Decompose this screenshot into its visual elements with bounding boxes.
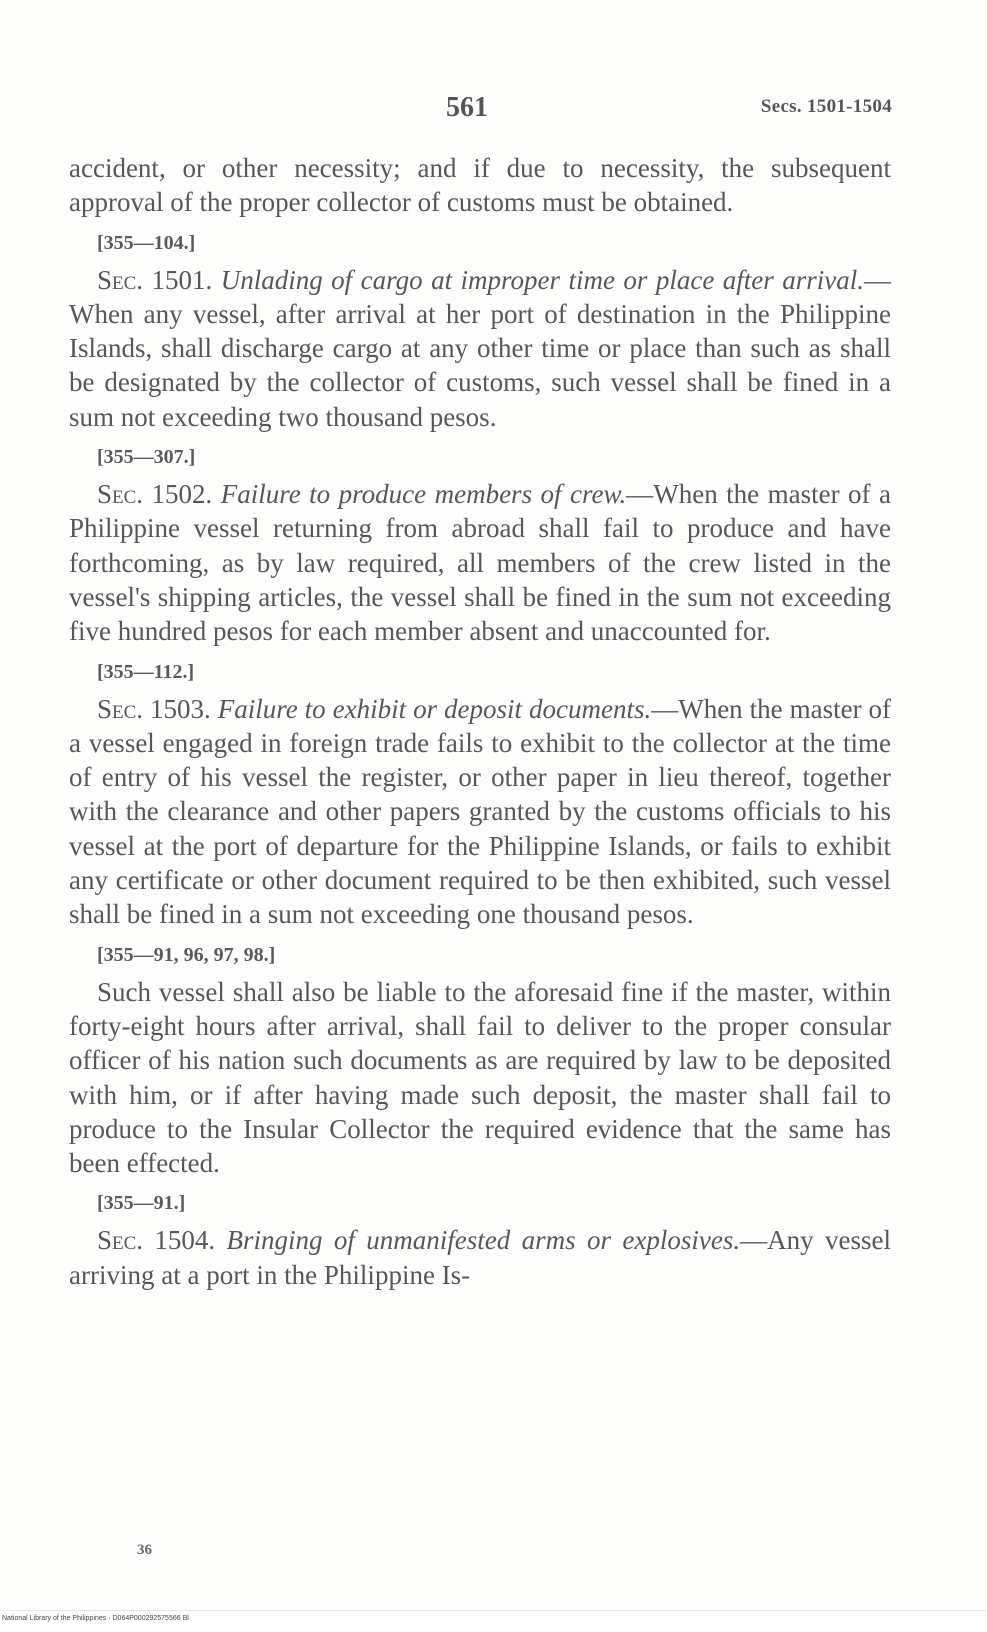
continued-paragraph: accident, or other necessity; and if due to necessity, the subsequent approval of the proper collector of customs must be obtained.: [69, 153, 891, 218]
page-header: [0, 92, 987, 132]
section-text: —Any vessel arriving at a port in the Philippine Is-: [69, 1225, 891, 1290]
statute-reference: [355—112.]: [97, 660, 195, 683]
section-1502: [69, 477, 891, 648]
section-number: Sec. 1503.: [97, 693, 211, 724]
paragraph: Such vessel shall also be liable to the aforesaid fine if the master, within forty-eight hours after arrival, shall fail to deliver to the proper consular officer of his nation such documents as are required by law to be deposited with him, or if after having made such deposit, the master shall fail to produce to the Insular Collector the required evidence that the same has been effected.: [69, 976, 891, 1179]
section-1504: [69, 1223, 891, 1292]
statute-reference: [355—91.]: [97, 1192, 186, 1215]
section-text: —When any vessel, after arrival at her port of destination in the Philippine Islands, shall discharge cargo at any other time or place than such as shall be designated by the collector of customs, such vessel shall be fined in a sum not exceeding two thousand pesos.: [69, 264, 892, 432]
statute-reference: [355—91, 96, 97, 98.]: [97, 943, 276, 966]
section-1503: [69, 692, 891, 932]
section-1501: [69, 263, 891, 434]
statute-reference: [355—104.]: [97, 231, 196, 254]
running-head: Secs. 1501-1504: [760, 96, 892, 117]
section-title: Bringing of unmanifested arms or explosives.: [226, 1225, 741, 1256]
section-title: Unlading of cargo at improper time or place after arrival.: [220, 264, 865, 295]
section-title: Failure to produce members of crew.: [220, 479, 627, 510]
section-text: —When the master of a vessel engaged in foreign trade fails to exhibit to the collector at the time of entry of his vessel the register, or other paper in lieu thereof, together with the clearance and other papers granted by the customs officials to his vessel at the port of departure for the Philippine Islands, or fails to exhibit any certificate or other document required to be then exhibited, such vessel shall be fined in a sum not exceeding one thousand pesos.: [69, 693, 892, 930]
section-number: Sec. 1501.: [97, 264, 213, 295]
section-number: Sec. 1504.: [97, 1225, 216, 1256]
footer-text: National Library of the Philippines · D064P000292575566 Bl: [2, 1615, 189, 1622]
page-body: [69, 151, 891, 1292]
scan-footer: [0, 1610, 987, 1632]
section-number: Sec. 1502.: [97, 479, 213, 510]
page-number: 561: [446, 92, 488, 123]
signature-mark: 36: [137, 1542, 152, 1558]
statute-reference: [355—307.]: [97, 446, 196, 469]
section-text: —When the master of a Philippine vessel returning from abroad shall fail to produce and have forthcoming, as by law required, all members of the crew listed in the vessel's shipping articles, the vessel shall be fined in the sum not exceeding five hundred pesos for each member absent and unaccounted for.: [69, 479, 891, 647]
section-title: Failure to exhibit or deposit documents.: [217, 693, 652, 724]
